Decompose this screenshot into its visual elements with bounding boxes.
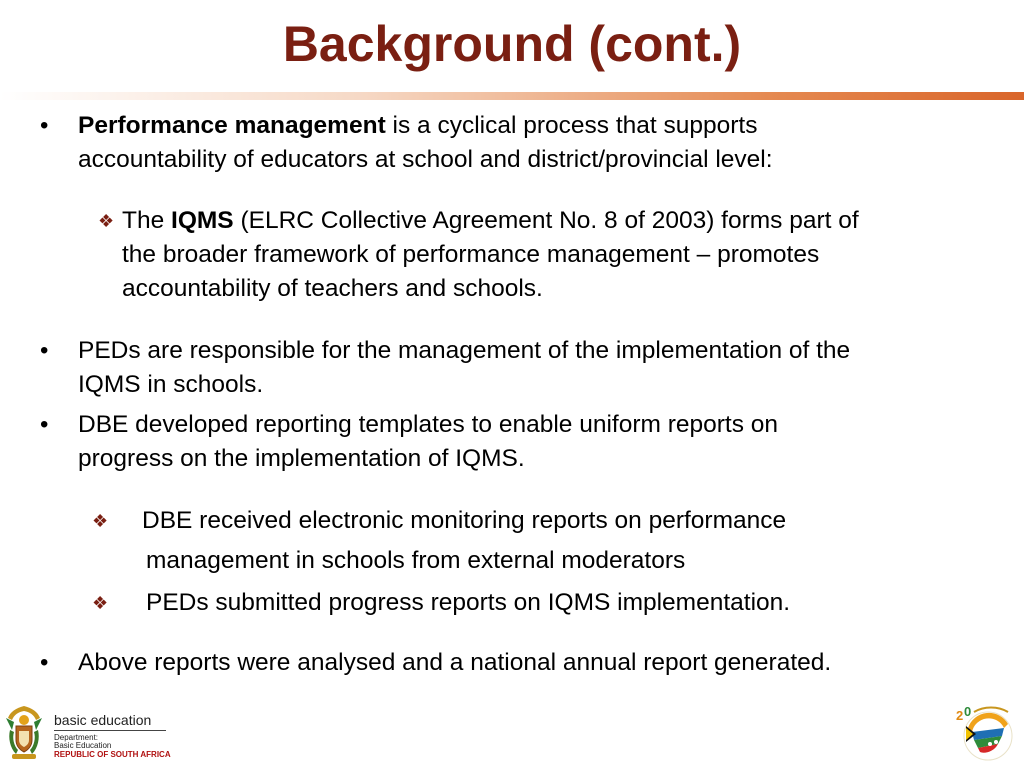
diamond-bullet-icon: ❖ [92, 511, 109, 531]
bullet3-line2: progress on the implementation of IQMS. [78, 445, 525, 472]
bullet-marker: • [40, 112, 49, 139]
twenty-years-freedom-icon [954, 698, 1020, 766]
bullet2-line1: PEDs are responsible for the management of the implementation of the [78, 337, 851, 364]
bullet-marker: • [40, 649, 49, 676]
sub3-line1: PEDs submitted progress reports on IQMS implementation. [146, 589, 791, 616]
bullet4-line1: Above reports were analysed and a national annual report generated. [78, 649, 832, 676]
diamond-bullet-icon: ❖ [92, 593, 109, 613]
slide-title: Background (cont.) [282, 16, 742, 72]
bullet1-line2: accountability of educators at school and district/provincial level: [78, 146, 773, 173]
svg-text:2: 2 [956, 708, 964, 723]
freedom-emblem-logo [954, 698, 1020, 766]
republic-label: REPUBLIC OF SOUTH AFRICA [54, 750, 171, 759]
bullet1-line1 [78, 111, 757, 141]
bullet1-rest: is a cyclical process that supports [385, 112, 758, 139]
coat-of-arms-icon [2, 704, 46, 762]
svg-text:0: 0 [964, 704, 972, 719]
bullet1-bold: Performance management [78, 112, 386, 139]
dept-line2: Basic Education [54, 741, 112, 750]
sub2-line1: DBE received electronic monitoring reports on performance [142, 507, 787, 534]
bullet2-line2: IQMS in schools. [78, 371, 264, 398]
sub1-line3: accountability of teachers and schools. [122, 275, 543, 302]
bullet3-line1: DBE developed reporting templates to enable uniform reports on [78, 411, 779, 438]
bullet-marker: • [40, 337, 49, 364]
dept-line1: Department: [54, 733, 99, 742]
sub1-pre: The [122, 207, 172, 234]
bullet-marker: • [40, 411, 49, 438]
logo-title: basic education [54, 712, 152, 728]
sub1-bold: IQMS [171, 207, 234, 234]
sub2-line2: management in schools from external moderators [146, 547, 686, 574]
sub1-line2: the broader framework of performance management – promotes [122, 241, 820, 268]
department-logo [0, 698, 180, 768]
sub1-rest: (ELRC Collective Agreement No. 8 of 2003) forms part of [233, 207, 859, 234]
sub1-line1 [122, 206, 859, 236]
diamond-bullet-icon: ❖ [98, 211, 115, 231]
logo-divider [54, 730, 166, 731]
